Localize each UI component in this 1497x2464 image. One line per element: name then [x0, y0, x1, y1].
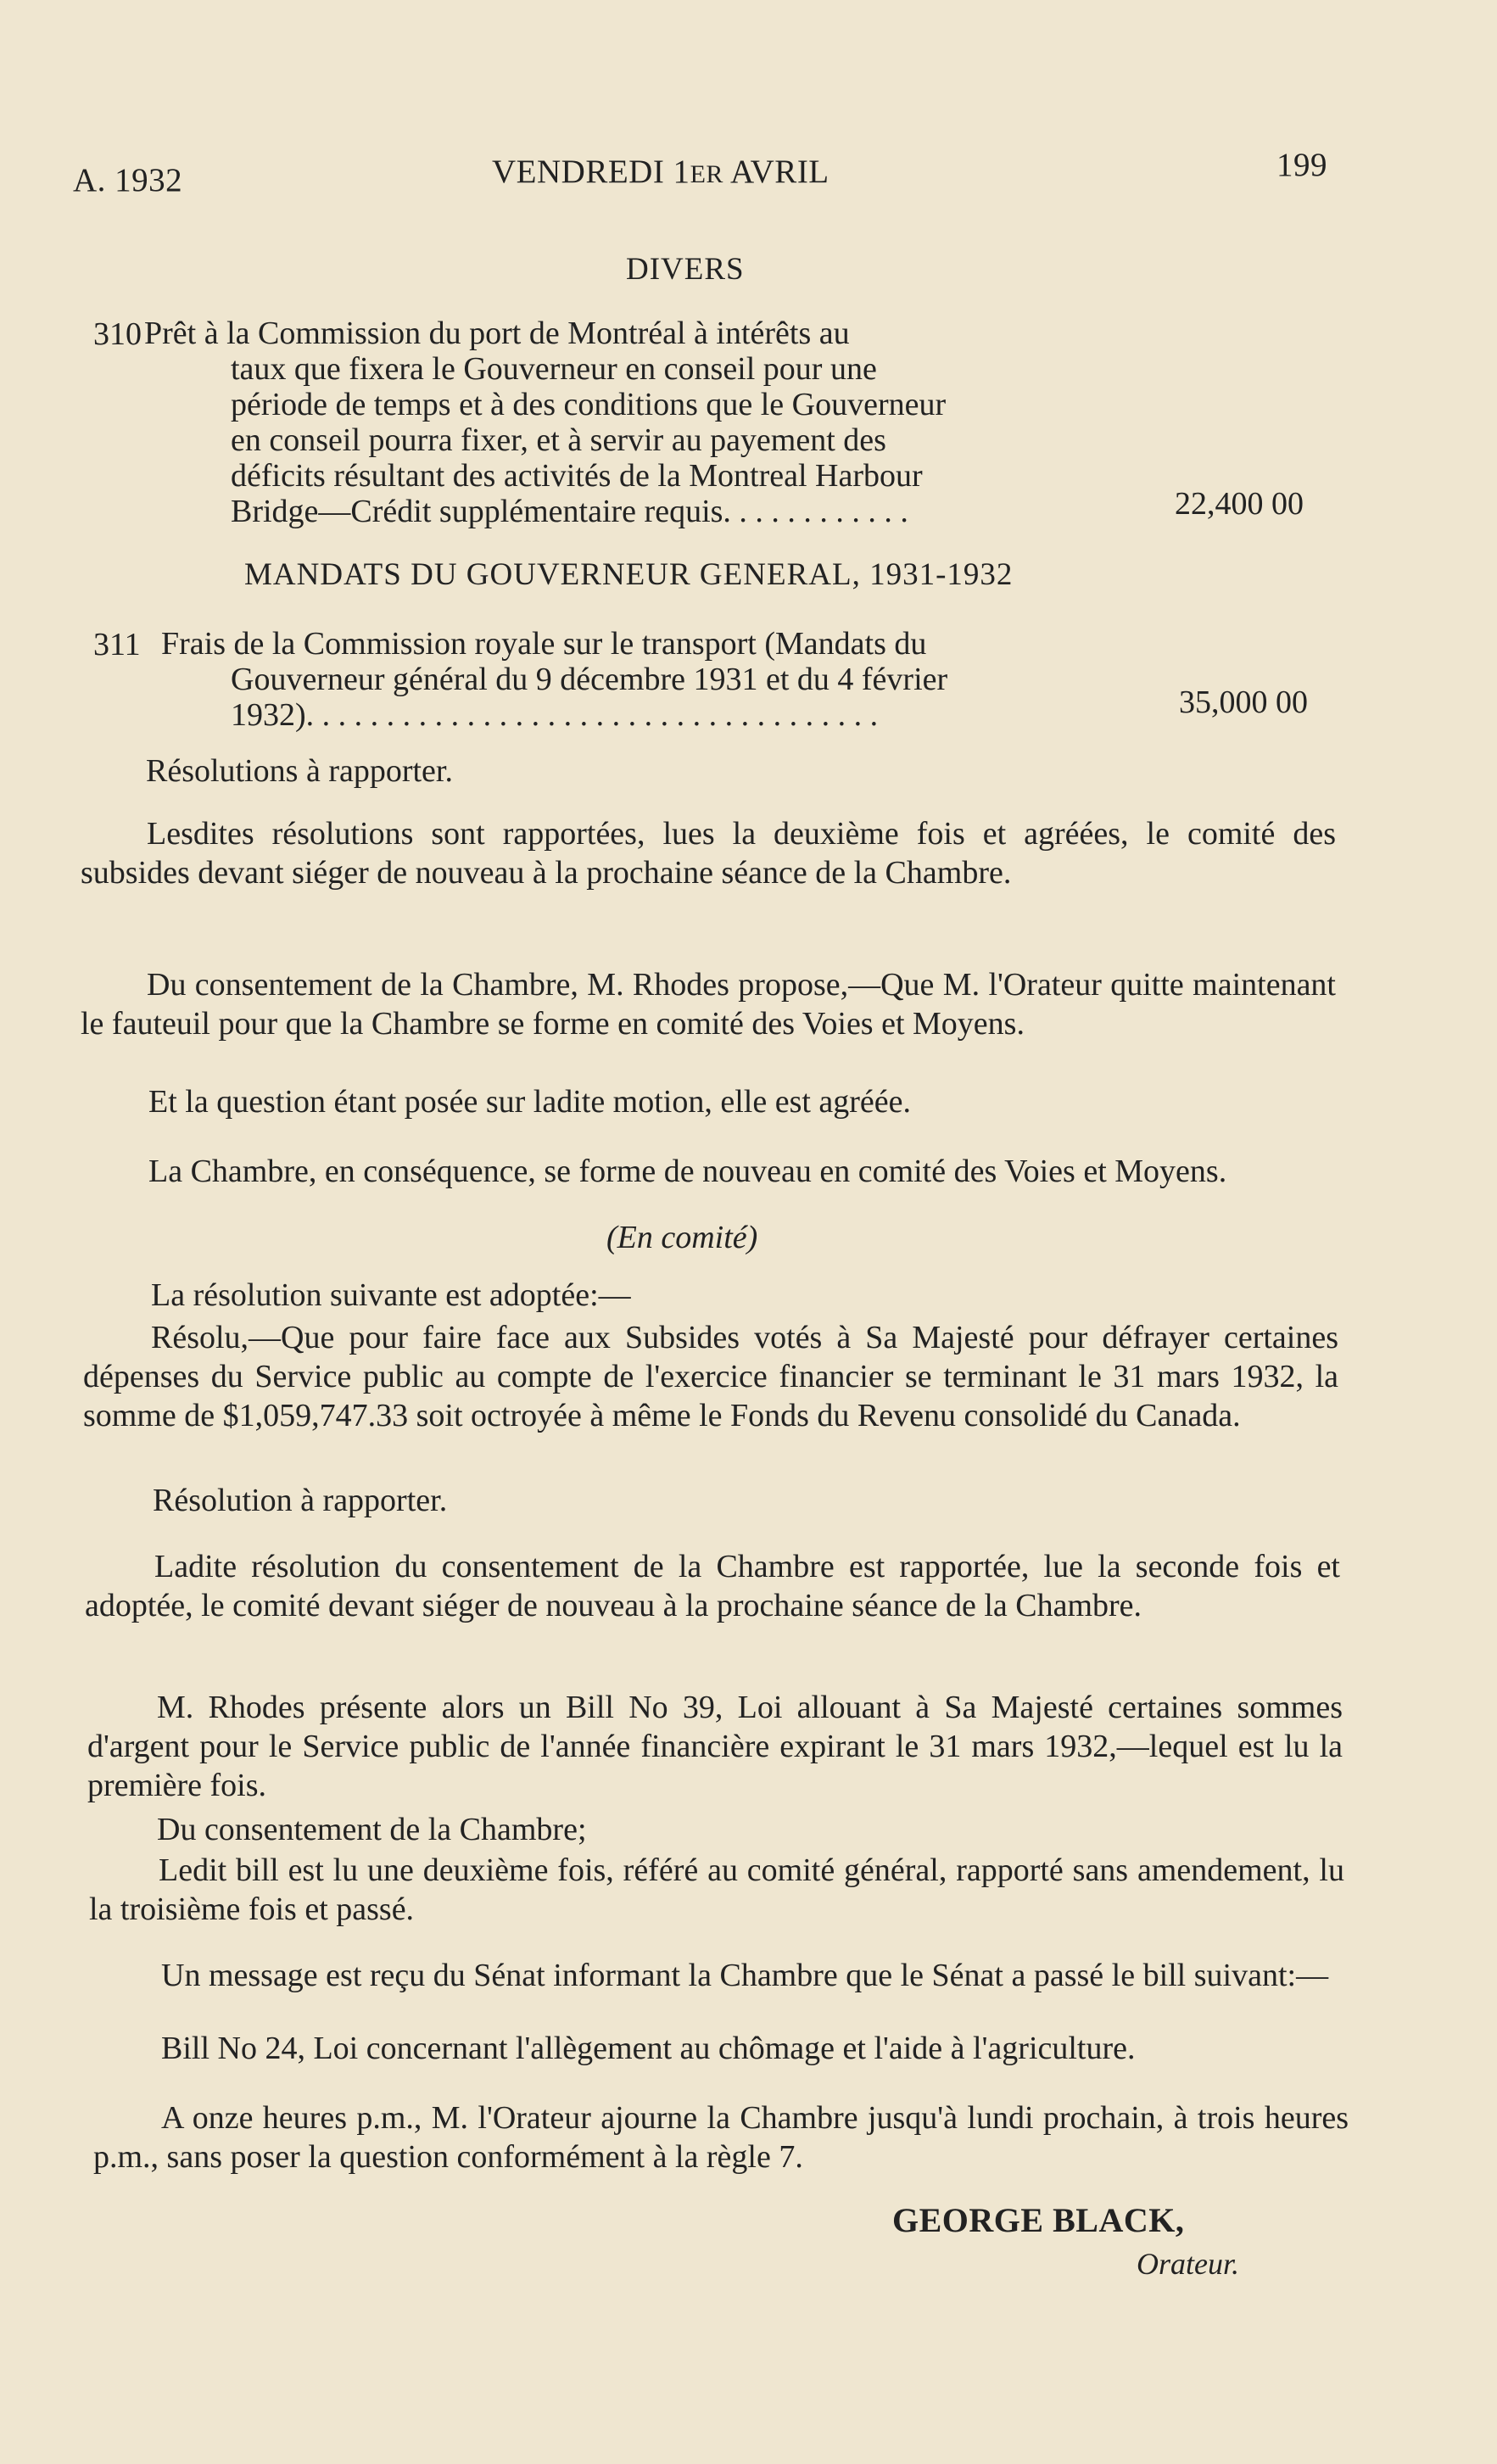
section-heading-divers: DIVERS — [626, 252, 745, 287]
paragraph-7: Résolution à rapporter. — [153, 1483, 448, 1518]
paragraph-1: Lesdites résolutions sont rapportées, lues la deuxième fois et agréées, le comité des subsides devant siéger de nouveau à la prochaine séance de la Chambre. — [81, 816, 1336, 891]
item-310-line-3: période de temps et à des conditions que le Gouverneur — [231, 387, 947, 422]
paragraph-8: Ladite résolution du consentement de la Chambre est rapportée, lue la seconde fois et adoptée, le comité devant siéger de nouveau à la prochaine séance de la Chambre. — [85, 1549, 1340, 1623]
header-year: A. 1932 — [73, 162, 183, 198]
signature-name: GEORGE BLACK, — [892, 2201, 1185, 2239]
paragraph-5: La résolution suivante est adoptée:— — [151, 1277, 631, 1313]
paragraph-10: Du consentement de la Chambre; — [157, 1812, 587, 1847]
header-day-title — [492, 153, 829, 191]
paragraph-13: Bill No 24, Loi concernant l'allègement au chômage et l'aide à l'agriculture. — [161, 2031, 1136, 2066]
item-310-line-6: Bridge—Crédit supplémentaire requis. . . . . . . . . . . . — [231, 494, 908, 529]
en-comite: (En comité) — [606, 1220, 758, 1255]
header-day-title-main: VENDREDI 1 — [492, 154, 690, 190]
item-310-line-5: déficits résultant des activités de la Montreal Harbour — [231, 458, 923, 494]
item-310-amount: 22,400 00 — [1175, 486, 1304, 522]
page-number: 199 — [1276, 147, 1327, 183]
paragraph-4: La Chambre, en conséquence, se forme de nouveau en comité des Voies et Moyens. — [148, 1154, 1227, 1189]
paragraph-11: Ledit bill est lu une deuxième fois, référé au comité général, rapporté sans amendement, lu la troisième fois et passé. — [89, 1852, 1344, 1927]
paragraph-3: Et la question étant posée sur ladite motion, elle est agréée. — [148, 1084, 912, 1120]
section-heading-mandats: MANDATS DU GOUVERNEUR GENERAL, 1931-1932 — [244, 557, 1014, 592]
item-311-amount: 35,000 00 — [1179, 684, 1308, 720]
paragraph-14: A onze heures p.m., M. l'Orateur ajourne la Chambre jusqu'à lundi prochain, à trois heures p.m., sans poser la question conformément à la règle 7. — [93, 2100, 1349, 2175]
signature-title: Orateur. — [1137, 2247, 1240, 2281]
item-number-311: 311 — [93, 627, 141, 662]
item-311-line-3: 1932). . . . . . . . . . . . . . . . . . . . . . . . . . . . . . . . . . . . — [231, 697, 879, 733]
paragraph-2: Du consentement de la Chambre, M. Rhodes propose,—Que M. l'Orateur quitte maintenant le fauteuil pour que la Chambre se forme en comité des Voies et Moyens. — [81, 967, 1336, 1042]
resolutions-note: Résolutions à rapporter. — [146, 753, 453, 789]
paragraph-resolu: Résolu,—Que pour faire face aux Subsides votés à Sa Majesté pour défrayer certaines dépenses du Service public au compte de l'exercice financier se terminant le 31 mars 1932, la somme de $1,059,747.33 soit octroyée à même le Fonds du Revenu consolidé du Canada. — [83, 1320, 1338, 1433]
paragraph-12: Un message est reçu du Sénat informant la Chambre que le Sénat a passé le bill suivant:— — [161, 1958, 1329, 1993]
item-310-line-4: en conseil pourra fixer, et à servir au payement des — [231, 422, 886, 458]
item-311-line-1: Frais de la Commission royale sur le transport (Mandats du — [161, 626, 927, 662]
header-day-title-month: AVRIL — [723, 154, 829, 190]
item-310-line-2: taux que fixera le Gouverneur en conseil pour une — [231, 351, 877, 387]
header-day-title-superscript: ER — [690, 160, 723, 188]
item-number-310: 310 — [93, 316, 142, 352]
paragraph-9: M. Rhodes présente alors un Bill No 39, Loi allouant à Sa Majesté certaines sommes d'argent pour le Service public de l'année financière expirant le 31 mars 1932,—lequel est lu la première fois. — [87, 1690, 1343, 1803]
item-311-line-2: Gouverneur général du 9 décembre 1931 et du 4 février — [231, 662, 948, 697]
item-310-line-1: Prêt à la Commission du port de Montréal à intérêts au — [144, 316, 850, 351]
